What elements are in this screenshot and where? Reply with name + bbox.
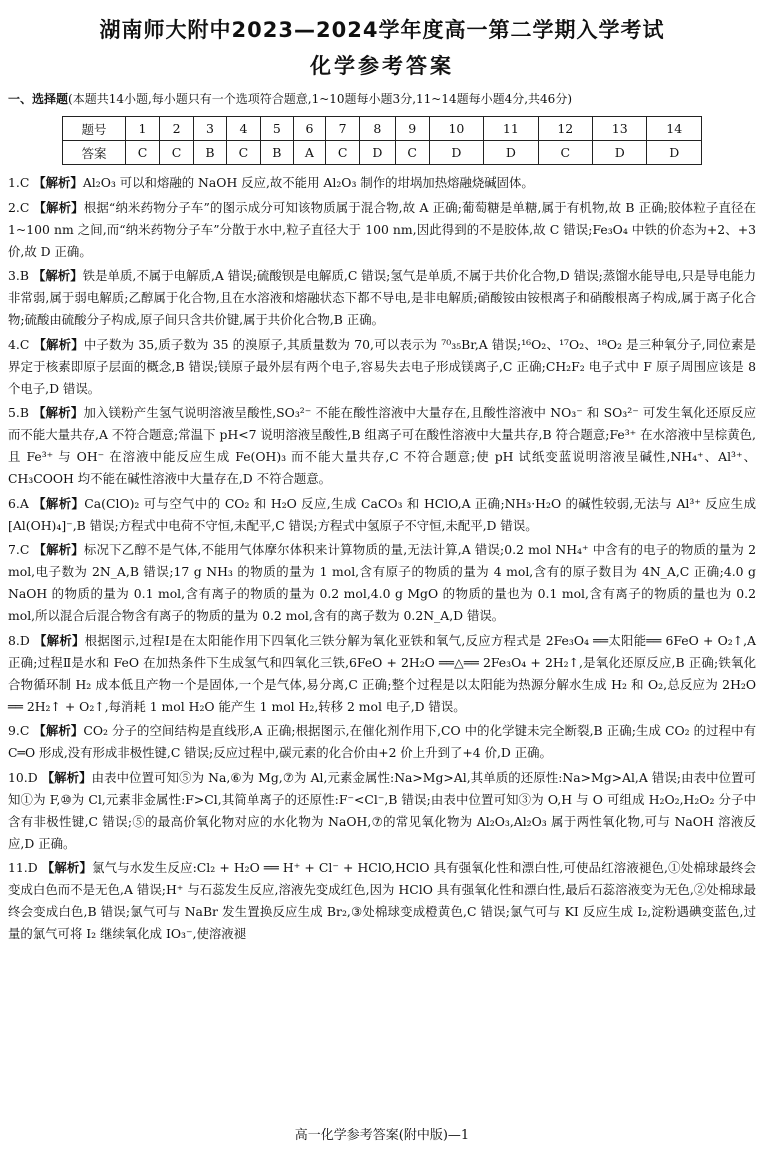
item-answer: 9.C [8,723,30,738]
explanation-item [8,402,756,490]
question-number: 7 [326,117,360,141]
question-number: 13 [593,117,647,141]
explanation-text: 中子数为 35,质子数为 35 的溴原子,其质量数为 70,可以表示为 ⁷⁰₃₅Br,A 错误;¹⁶O₂、¹⁷O₂、¹⁸O₂ 是三种氧分子,同位素是界定于核素即原子层面的概念,B 错误;镁原子最外层有两个电子,容易失去电子形成镁离子,C 正确;CH₂F₂ 电子式中 F 原子周围应该是 8 个电子,D 错误。 [8,336,756,396]
question-number: 10 [429,117,483,141]
question-number: 14 [647,117,702,141]
question-number: 12 [538,117,592,141]
page-footer: 高一化学参考答案(附中版)—1 [294,1128,470,1143]
answer-cell: A [293,141,325,165]
question-number: 1 [126,117,160,141]
explanation-item [8,720,756,764]
answer-cell: C [160,141,194,165]
item-answer: 3.B [8,268,29,283]
explanation-text: 加入镁粉产生氢气说明溶液呈酸性,SO₃²⁻ 不能在酸性溶液中大量存在,且酸性溶液中 NO₃⁻ 和 SO₃²⁻ 可发生氧化还原反应而不能大量共存,A 不符合题意;常温下 pH<7 说明溶液呈酸性,B 组离子可在酸性溶液中大量共存,B 符合题意;Fe³⁺ 在水溶液中呈棕黄色,且 Fe³⁺ 与 OH⁻ 在溶液中能反应生成 Fe(OH)₃ 而不能大量共存,C 不符合题意;使 pH 试纸变蓝说明溶液呈碱性,NH₄⁺、Al³⁺、CH₃COOH 均不能在碱性溶液中大量存在,D 不符合题意。 [8,405,756,486]
analysis-tag: 【解析】 [41,769,92,785]
page-title: 湖南师大附中2023—2024学年度高一第二学期入学考试 [99,18,665,42]
item-answer: 2.C [8,199,30,215]
explanation-text: 由表中位置可知⑤为 Na,⑥为 Mg,⑦为 Al,元素金属性:Na>Mg>Al,其单质的还原性:Na>Mg>Al,A 错误;由表中位置可知①为 F,⑩为 Cl,元素非金属性:F>Cl,其简单离子的还原性:F⁻<Cl⁻,B 错误;由表中位置可知③为 O,H 与 O 可组成 H₂O₂,H₂O₂ 分子中含有非极性键,C 错误;⑤的最高价氧化物对应的水化物为 NaOH,⑦的常见氧化物为 Al₂O₃,Al₂O₃ 属于两性氧化物,可与 NaOH 溶液反应,D 正确。 [8,769,756,851]
item-answer: 7.C [8,542,30,557]
explanation-text: 根据图示,过程Ⅰ是在太阳能作用下四氧化三铁分解为氧化亚铁和氧气,反应方程式是 2Fe₃O₄ ══太阳能══ 6FeO + O₂↑,A 正确;过程Ⅱ是水和 FeO 在加热条件下生成氢气和四氧化三铁,6FeO + 2H₂O ══△══ 2Fe₃O₄ + 2H₂↑,是氧化还原反应,B 正确;铁氧化合物循环制 H₂ 成本低且产物一个是固体,一个是气体,易分离,C 正确;整个过程是以太阳能为热源分解水生成 H₂ 和 O₂,总反应为 2H₂O ══ 2H₂↑ + O₂↑,每消耗 1 mol H₂O 能产生 1 mol H₂,转移 2 mol 电子,D 错误。 [8,632,756,714]
analysis-tag: 【解析】 [33,336,84,352]
explanation-item [8,334,756,400]
question-number: 6 [293,117,325,141]
item-answer: 10.D [8,769,38,785]
explanation-item [8,493,756,537]
answer-cell: D [593,141,647,165]
section-description: (本题共14小题,每小题只有一个选项符合题意,1~10题每小题3分,11~14题每小题4分,共46分) [68,92,573,106]
item-answer: 6.A [8,495,29,511]
explanation-item [8,172,756,194]
explanation-text: 根据“纳米药物分子车”的图示成分可知该物质属于混合物,故 A 正确;葡萄糖是单糖,属于有机物,故 B 正确;胶体粒子直径在 1~100 nm 之间,而“纳米药物分子车”分散于水中,粒子直径大于 100 nm,因此得到的不是胶体,故 C 错误;Fe₃O₄ 中铁的价态为+2、+3 价,故 D 正确。 [8,199,756,259]
answer-table [62,116,702,165]
answer-cell: B [194,141,227,165]
explanation-text: CO₂ 分子的空间结构是直线形,A 正确;根据图示,在催化剂作用下,CO 中的化学键未完全断裂,B 正确;生成 CO₂ 的过程中有 C═O 形成,没有形成非极性键,C 错误;反应过程中,碳元素的化合价由+2 价上升到了+4 价,D 正确。 [8,723,757,760]
item-answer: 11.D [8,860,38,875]
question-number: 8 [360,117,396,141]
answer-cell: C [395,141,429,165]
section-label: 一、选择题 [8,92,69,106]
question-number: 5 [260,117,293,141]
section-heading [8,90,572,107]
item-answer: 5.B [8,405,29,420]
analysis-tag: 【解析】 [33,199,84,215]
answer-cell: D [429,141,483,165]
explanation-text: 氯气与水发生反应:Cl₂ + H₂O ══ H⁺ + Cl⁻ + HClO,HClO 具有强氧化性和漂白性,可使品红溶液褪色,①处棉球最终会变成白色而不是无色,A 错误;H⁺ 与石蕊发生反应,溶液先变成红色,因为 HClO 具有强氧化性和漂白性,最后石蕊溶液变为无色,②处棉球最终会变成白色,B 错误;氯气可与 NaBr 发生置换反应生成 Br₂,③处棉球变成橙黄色,C 错误;氯气可与 KI 反应生成 I₂,淀粉遇碘变蓝色,过量的氯气可将 I₂ 继续氧化成 IO₃⁻,使溶液褪 [8,860,756,941]
answer-cell: B [260,141,293,165]
analysis-tag: 【解析】 [33,632,85,648]
analysis-tag: 【解析】 [33,495,85,511]
answer-cell: C [126,141,160,165]
explanation-text: Al₂O₃ 可以和熔融的 NaOH 反应,故不能用 Al₂O₃ 制作的坩埚加热熔融烧碱固体。 [82,175,534,190]
explanations-list [8,172,756,948]
question-number: 2 [160,117,194,141]
answer-cell: D [484,141,538,165]
question-number: 3 [194,117,227,141]
analysis-tag: 【解析】 [33,175,83,190]
answer-table-number-row [63,117,702,141]
question-number: 11 [484,117,538,141]
analysis-tag: 【解析】 [32,268,83,283]
question-number: 4 [226,117,260,141]
explanation-item [8,197,756,263]
explanation-text: 铁是单质,不属于电解质,A 错误;硫酸钡是电解质,C 错误;氢气是单质,不属于共价化合物,D 错误;蒸馏水能导电,只是导电能力非常弱,属于弱电解质;乙醇属于化合物,且在水溶液和熔融状态下都不导电,是非电解质;硝酸铵由铵根离子和硝酸根离子构成,属于离子化合物;硫酸由硫酸分子构成,原子间只含共价键,属于共价化合物,B 正确。 [8,268,756,327]
explanation-item [8,539,756,627]
page-subtitle: 化学参考答案 [310,54,454,78]
answer-cell: C [326,141,360,165]
explanation-item [8,857,756,945]
question-number: 9 [395,117,429,141]
analysis-tag: 【解析】 [33,723,84,738]
answer-table-row-label: 答案 [63,141,126,165]
answer-cell: C [538,141,592,165]
answer-table-answer-row [63,141,702,165]
answer-cell: D [647,141,702,165]
explanation-item [8,265,756,331]
item-answer: 4.C [8,336,30,352]
answer-cell: D [360,141,396,165]
analysis-tag: 【解析】 [33,405,84,420]
answer-table-row-label: 题号 [63,117,126,141]
answer-cell: C [226,141,260,165]
explanation-item [8,630,756,718]
analysis-tag: 【解析】 [41,860,93,875]
item-answer: 8.D [8,632,30,648]
item-answer: 1.C [8,175,30,190]
analysis-tag: 【解析】 [33,542,84,557]
explanation-item [8,767,756,855]
explanation-text: 标况下乙醇不是气体,不能用气体摩尔体积来计算物质的量,无法计算,A 错误;0.2 mol NH₄⁺ 中含有的电子的物质的量为 2 mol,电子数为 2N_A,B 错误;17 g NH₃ 的物质的量为 1 mol,含有原子的物质的量为 4 mol,含有的原子数目为 4N_A,C 正确;4.0 g NaOH 的物质的量为 0.1 mol,含有离子的物质的量为 0.2 mol,4.0 g MgO 的物质的量也为 0.1 mol,含有离子的物质的量也为 0.2 mol,所以混合后混合物含有离子的物质的量为 0.2 mol,含有的离子数为 0.2N_A,D 错误。 [8,542,757,623]
explanation-text: Ca(ClO)₂ 可与空气中的 CO₂ 和 H₂O 反应,生成 CaCO₃ 和 HClO,A 正确;NH₃·H₂O 的碱性较弱,无法与 Al³⁺ 反应生成[Al(OH)₄]⁻,B 错误;方程式中电荷不守恒,未配平,C 错误;方程式中氢原子不守恒,未配平,D 错误。 [8,495,756,533]
